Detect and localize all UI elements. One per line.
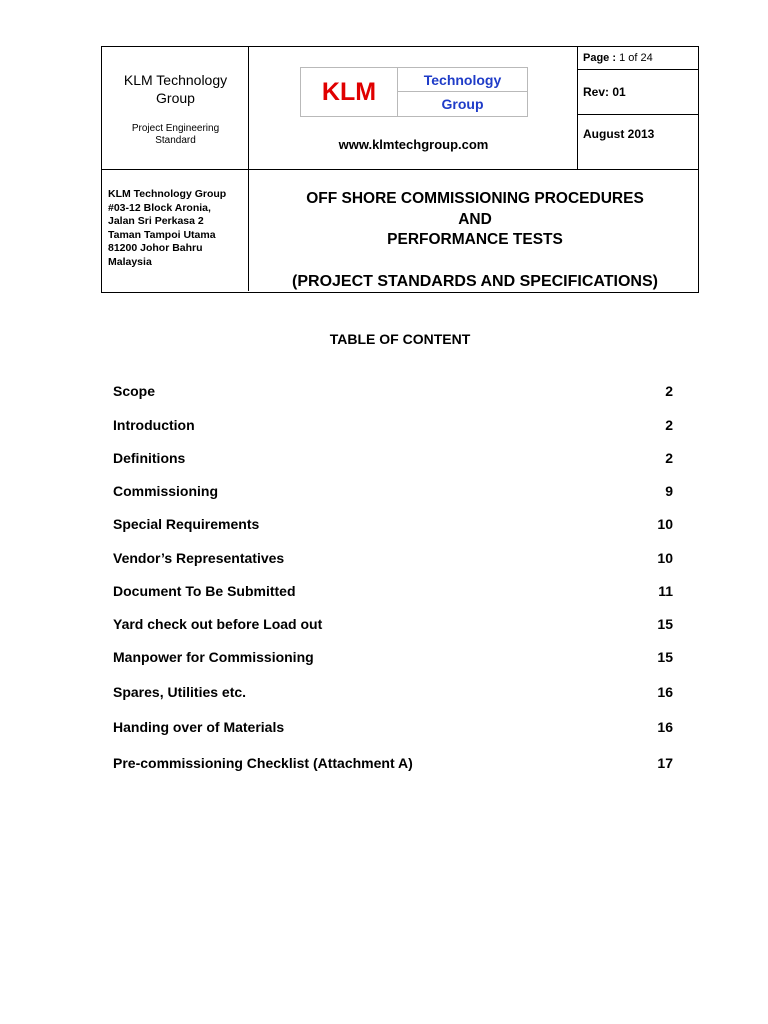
website-url: www.klmtechgroup.com <box>338 137 489 152</box>
toc-entry-label: Introduction <box>113 417 195 433</box>
logo-group-text: Group <box>441 96 484 112</box>
toc-entry-label: Document To Be Submitted <box>113 583 296 599</box>
toc-entry[interactable] <box>113 516 673 536</box>
toc-entry-page: 2 <box>665 450 673 466</box>
toc-entry[interactable] <box>113 483 673 503</box>
logo-klm-text: KLM <box>301 68 398 116</box>
toc-entry-page: 15 <box>657 616 673 632</box>
toc-entry-page: 11 <box>658 583 673 599</box>
toc-entry[interactable] <box>113 616 673 636</box>
toc-entry-page: 2 <box>665 417 673 433</box>
toc-entry-label: Spares, Utilities etc. <box>113 684 247 700</box>
toc-entry-page: 9 <box>665 483 673 499</box>
toc-entry-page: 2 <box>665 383 673 399</box>
toc-entry[interactable] <box>113 583 673 603</box>
toc-entry[interactable] <box>113 417 673 437</box>
revision: Rev: 01 <box>583 85 626 99</box>
page-value: 1 of 24 <box>619 52 653 64</box>
issue-date: August 2013 <box>583 127 655 141</box>
toc-entry-label: Pre-commissioning Checklist (Attachment A) <box>113 755 413 771</box>
toc-entry-page: 15 <box>657 649 673 665</box>
toc-entry-label: Yard check out before Load out <box>113 616 323 632</box>
toc-entry-label: Vendor’s Representatives <box>113 550 285 566</box>
toc-entry[interactable] <box>113 649 673 669</box>
klm-logo <box>300 67 528 117</box>
toc-entry[interactable] <box>113 755 673 775</box>
company-cell <box>102 47 249 170</box>
toc-entry[interactable] <box>113 719 673 739</box>
toc-entry-page: 16 <box>657 684 673 700</box>
toc-entry[interactable] <box>113 684 673 704</box>
toc-entry-label: Special Requirements <box>113 516 260 532</box>
toc-entry-page: 10 <box>657 550 673 566</box>
page-number <box>578 47 700 69</box>
document-header-table <box>101 46 699 293</box>
toc-entry-label: Commissioning <box>113 483 219 499</box>
document-title: OFF SHORE COMMISSIONING PROCEDURES AND PERFORMANCE TESTS (PROJECT STANDARDS AND SPECIFICATIONS) <box>250 189 700 292</box>
toc-entry-label: Handing over of Materials <box>113 719 285 735</box>
toc-entry-page: 10 <box>657 516 673 532</box>
standard-type: Project Engineering Standard <box>131 123 220 146</box>
toc-entry-page: 17 <box>657 755 673 771</box>
toc-entry[interactable] <box>113 550 673 570</box>
toc-entry-label: Definitions <box>113 450 186 466</box>
document-subtitle: (PROJECT STANDARDS AND SPECIFICATIONS) <box>292 272 658 290</box>
toc-entry-label: Scope <box>113 383 156 399</box>
logo-technology-text: Technology <box>398 68 527 92</box>
toc-heading: TABLE OF CONTENT <box>329 331 471 347</box>
toc-entry[interactable] <box>113 383 673 403</box>
company-address: KLM Technology Group #03-12 Block Aronia, Jalan Sri Perkasa 2 Taman Tampoi Utama 81200 Johor Bahru Malaysia <box>108 188 227 268</box>
toc-entry-page: 16 <box>657 719 673 735</box>
toc-entry-label: Manpower for Commissioning <box>113 649 314 665</box>
toc-entry[interactable] <box>113 450 673 470</box>
company-name: KLM Technology Group <box>123 72 228 106</box>
page-label: Page : <box>583 52 617 64</box>
